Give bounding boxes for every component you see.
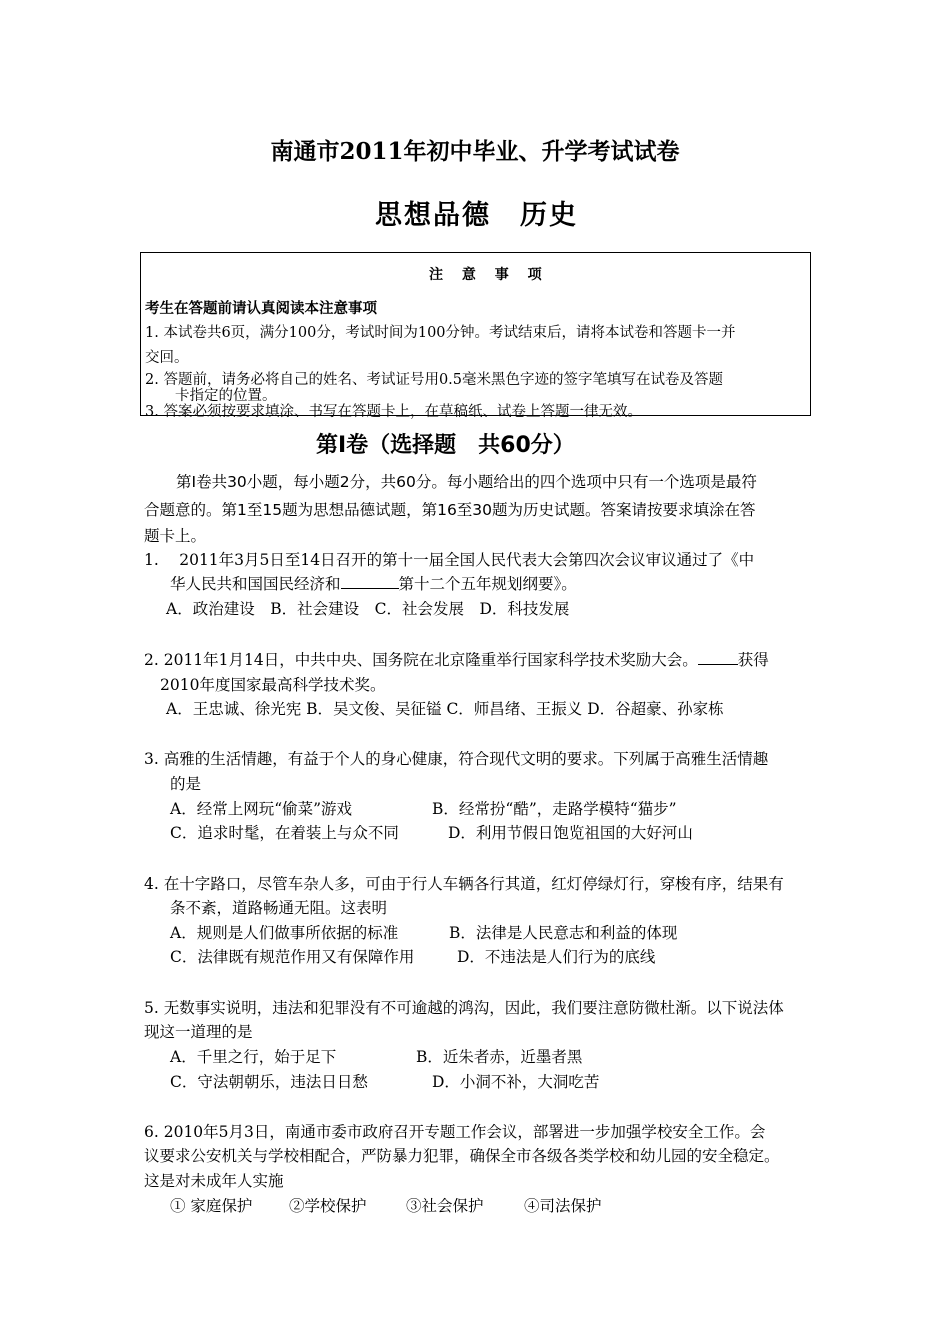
section-intro-line-2: 合题意的。第1至15题为思想品德试题，第16至30题为历史试题。答案请按要求填涂在答 xyxy=(144,501,756,519)
question-6-option-1: ① 家庭保护 xyxy=(170,1197,253,1215)
section-intro-line-1: 第Ⅰ卷共30小题，每小题2分，共60分。每小题给出的四个选项中只有一个选项是最符 xyxy=(176,473,757,491)
section-intro-line-3: 题卡上。 xyxy=(144,527,207,545)
question-6-option-3: ③社会保护 xyxy=(406,1197,484,1215)
question-5-option-b: B．近朱者赤，近墨者黑 xyxy=(416,1048,583,1066)
question-3-option-a: A．经常上网玩“偷菜”游戏 xyxy=(170,800,353,818)
notice-heading: 注 意 事 项 xyxy=(429,267,549,283)
question-3-line-2: 的是 xyxy=(170,775,202,793)
notice-item-3: 3. 答案必须按要求填涂、书写在答题卡上，在草稿纸、试卷上答题一律无效。 xyxy=(145,404,642,420)
notice-item-1-line-1: 1. 本试卷共6页，满分100分，考试时间为100分钟。考试结束后，请将本试卷和答题卡一并 xyxy=(145,325,736,341)
question-1-options: A．政治建设 B．社会建设 C．社会发展 D．科技发展 xyxy=(166,600,570,618)
exam-subject: 思想品德 历史 xyxy=(375,200,578,231)
question-2-text-before-blank: 2. 2011年1月14日，中共中央、国务院在北京隆重举行国家科学技术奖励大会。 xyxy=(144,651,698,669)
question-6-line-2: 议要求公安机关与学校相配合，严防暴力犯罪，确保全市各级各类学校和幼儿园的安全稳定。 xyxy=(144,1147,780,1165)
question-5-line-1: 5. 无数事实说明，违法和犯罪没有不可逾越的鸿沟，因此，我们要注意防微杜渐。以下说法体 xyxy=(144,999,784,1017)
question-2-text-after-blank: 获得 xyxy=(737,651,769,669)
question-4-option-a: A．规则是人们做事所依据的标准 xyxy=(170,924,399,942)
question-6-option-4: ④司法保护 xyxy=(524,1197,602,1215)
question-6-option-2: ②学校保护 xyxy=(289,1197,367,1215)
question-1-line-2 xyxy=(170,572,577,594)
question-6-line-1: 6. 2010年5月3日，南通市委市政府召开专题工作会议，部署进一步加强学校安全工作。会 xyxy=(144,1123,766,1141)
question-1-text-after-blank: 第十二个五年规划纲要》。 xyxy=(398,575,577,593)
question-6-line-3: 这是对未成年人实施 xyxy=(144,1172,284,1190)
notice-item-1-line-2: 交回。 xyxy=(145,350,189,366)
notice-item-2-line-1: 2. 答题前，请务必将自己的姓名、考试证号用0.5毫米黑色字迹的签字笔填写在试卷及答题 xyxy=(145,372,723,388)
question-4-line-2: 条不紊，道路畅通无阻。这表明 xyxy=(170,899,388,917)
question-4-option-b: B．法律是人民意志和利益的体现 xyxy=(449,924,678,942)
section-title: 第Ⅰ卷（选择题 共60分） xyxy=(316,433,575,458)
exam-title: 南通市2011年初中毕业、升学考试试卷 xyxy=(270,138,680,165)
question-2-line-2: 2010年度国家最高科学技术奖。 xyxy=(160,676,386,694)
question-2-options: A．王忠诚、徐光宪 B．吴文俊、吴征镒 C．师昌绪、王振义 D．谷超豪、孙家栋 xyxy=(166,700,724,718)
notice-subheading: 考生在答题前请认真阅读本注意事项 xyxy=(145,301,377,317)
question-3-line-1: 3. 高雅的生活情趣，有益于个人的身心健康，符合现代文明的要求。下列属于高雅生活情趣 xyxy=(144,750,769,768)
question-5-line-2: 现这一道理的是 xyxy=(144,1023,253,1041)
question-4-option-c: C．法律既有规范作用又有保障作用 xyxy=(170,948,415,966)
question-3-option-d: D．利用节假日饱览祖国的大好河山 xyxy=(448,824,693,842)
question-4-line-1: 4. 在十字路口，尽管车杂人多，可由于行人车辆各行其道，红灯停绿灯行，穿梭有序，结果有 xyxy=(144,875,784,893)
question-1-text-before-blank: 华人民共和国国民经济和 xyxy=(170,575,341,593)
question-5-option-c: C．守法朝朝乐，违法日日愁 xyxy=(170,1073,368,1091)
answer-blank xyxy=(698,664,738,665)
question-4-option-d: D．不违法是人们行为的底线 xyxy=(457,948,656,966)
notice-item-2-line-2: 卡指定的位置。 xyxy=(175,388,277,404)
answer-blank xyxy=(341,588,399,589)
question-2-line-1 xyxy=(144,648,769,670)
question-3-option-b: B．经常扮“酷”，走路学模特“猫步” xyxy=(432,800,677,818)
question-5-option-d: D．小洞不补，大洞吃苦 xyxy=(432,1073,600,1091)
notice-box xyxy=(140,252,811,420)
question-1-line-1: 1. 2011年3月5日至14日召开的第十一届全国人民代表大会第四次会议审议通过了《中 xyxy=(144,551,755,569)
question-5-option-a: A．千里之行，始于足下 xyxy=(170,1048,337,1066)
question-3-option-c: C．追求时髦，在着装上与众不同 xyxy=(170,824,399,842)
